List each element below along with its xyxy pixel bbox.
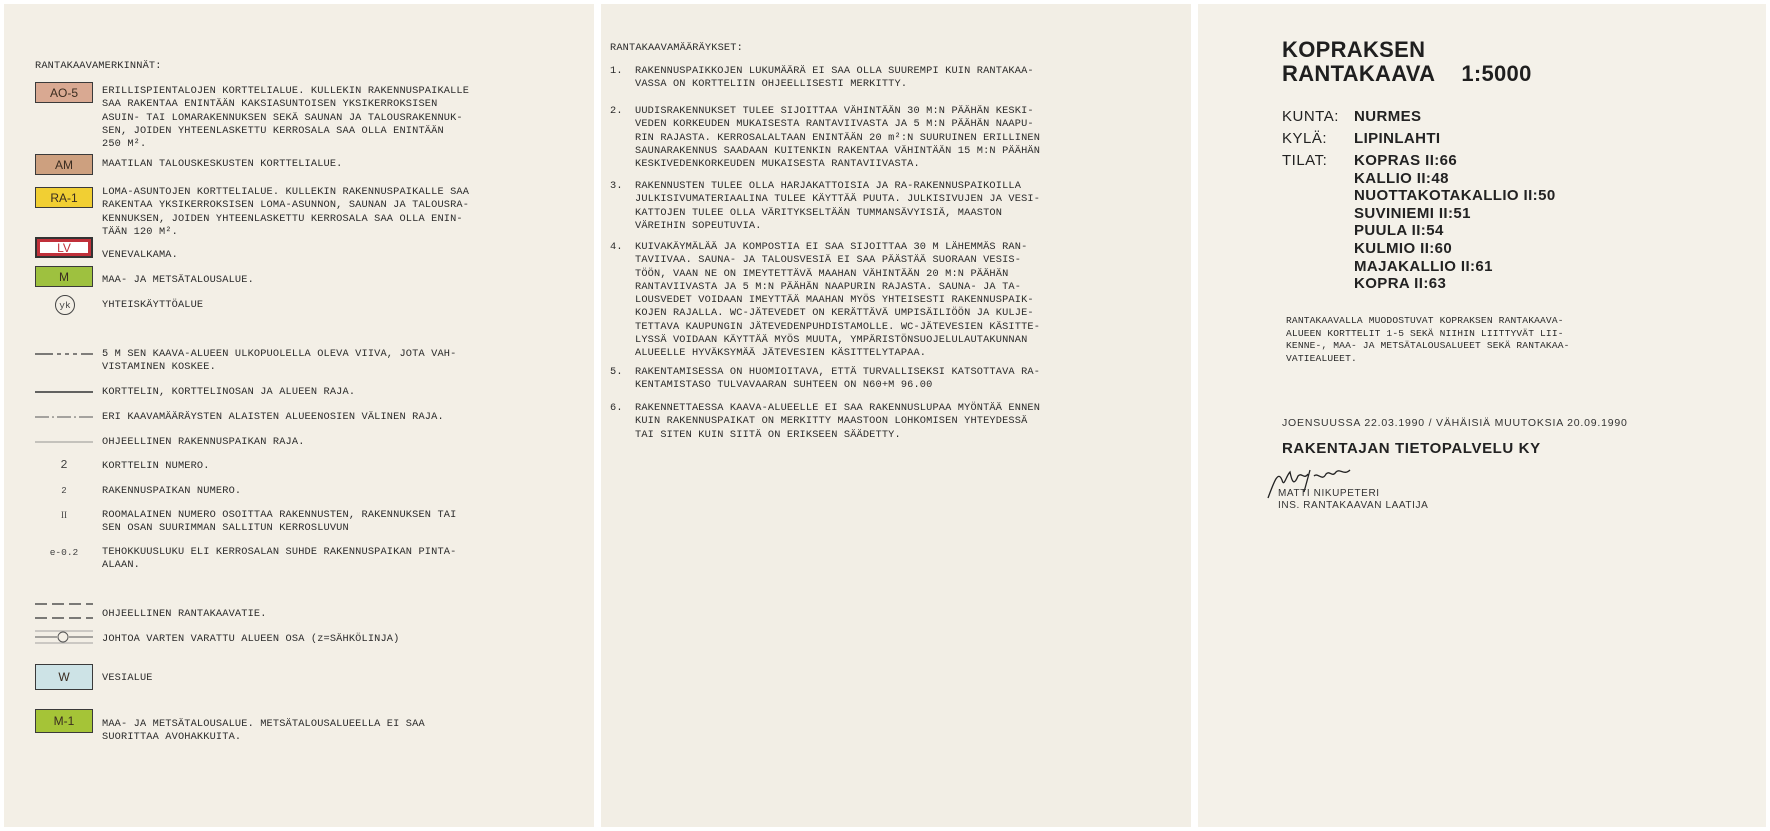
power-line-icon <box>35 628 95 646</box>
legend-sheet <box>4 4 594 827</box>
tila-item: KOPRA II:63 <box>1354 275 1447 293</box>
tilat-list <box>1354 152 1556 293</box>
legend-text-ao5: ERILLISPIENTALOJEN KORTTELIALUE. KULLEKIN RAKENNUSPAIKALLE SAA RAKENTAA ENINTÄÄN KAKSIASUNTOISEN YKSIKERROKSISEN ASUIN- TAI LOMARAKENNUKSEN SEKÄ SAUNAN JA TALOUSRAKENNUK- SEN, JOIDEN YHTEENLASKETTU KERROSALA SAA OLLA ENINTÄÄN 250 M². <box>102 85 470 151</box>
legend-text-plot-line: OHJEELLINEN RAKENNUSPAIKAN RAJA. <box>102 436 305 448</box>
rule-text: UUDISRAKENNUKSET TULEE SIJOITTAA VÄHINTÄÄN 30 M:N PÄÄHÄN KESKI- VEDEN KORKEUDEN MUKAISESTA RANTAVIIVASTA JA 5 M:N PÄÄHÄN NAAPU- RIN RAJASTA. KERROSALALTAAN ENINTÄÄN 20 m²:N SUURUINEN ERILLINEN SAUNARAKENNUS SAADAAN KUITENKIN RAKENTAA VÄHINTÄÄN 15 M:N PÄÄHÄN KESKIVEDENKORKEUDEN MUKAISESTA RANTAVIIVASTA. <box>635 105 1041 171</box>
regulations-sheet <box>601 4 1191 827</box>
rule-number: 4. <box>610 241 623 253</box>
signer-name: MATTI NIKUPETERI INS. RANTAKAAVAN LAATIJA <box>1278 488 1429 511</box>
rule-number: 6. <box>610 402 623 414</box>
rule-number: 1. <box>610 65 623 77</box>
legend-text-lv: VENEVALKAMA. <box>102 249 178 261</box>
kunta-label: KUNTA: <box>1282 108 1339 125</box>
legend-symbol-efficiency: e-0.2 <box>49 546 79 558</box>
legend-swatch-am: AM <box>35 154 93 175</box>
legend-symbol-plot-number: 2 <box>61 486 67 496</box>
legend-text-ra1: LOMA-ASUNTOJEN KORTTELIALUE. KULLEKIN RAKENNUSPAIKALLE SAA RAKENTAA YKSIKERROKSISEN LOMA-ASUNNON, SAUNAN JA TALOUSRA- KENNUKSEN, JOIDEN YHTEENLASKETTU KERROSALA SAA OLLA ENIN- TÄÄN 120 M². <box>102 186 470 238</box>
legend-swatch-ra1: RA-1 <box>35 187 93 208</box>
rule-text: RAKENTAMISESSA ON HUOMIOITAVA, ETTÄ TURVALLISEKSI KATSOTTAVA RA- KENTAMISTASO TULVAVAARAN SUHTEEN ON N60+M 96.00 <box>635 366 1041 392</box>
plan-scale: 1:5000 <box>1461 61 1532 86</box>
legend-swatch-ao5: AO-5 <box>35 82 93 103</box>
legend-text-road: OHJEELLINEN RANTAKAAVATIE. <box>102 608 267 620</box>
rule-text: RAKENNUSPAIKKOJEN LUKUMÄÄRÄ EI SAA OLLA SUUREMPI KUIN RANTAKAA- VASSA ON KORTTELIIN OHJEELLISESTI MERKITTY. <box>635 65 1034 91</box>
legend-symbol-block-number: 2 <box>60 458 68 472</box>
kunta-value: NURMES <box>1354 108 1422 125</box>
tilat-row <box>1282 152 1327 170</box>
legend-text-yk: YHTEISKÄYTTÖALUE <box>102 299 204 311</box>
solid-line-icon <box>35 389 95 395</box>
rule-number: 5. <box>610 366 623 378</box>
tila-item: NUOTTAKOTAKALLIO II:50 <box>1354 187 1556 205</box>
tilat-label: TILAT: <box>1282 152 1328 169</box>
legend-text-power-line: JOHTOA VARTEN VARATTU ALUEEN OSA (z=SÄHKÖLINJA) <box>102 633 400 645</box>
rule-number: 2. <box>610 105 623 117</box>
tila-item: KOPRAS II:66 <box>1354 152 1458 169</box>
kyla-value: LIPINLAHTI <box>1354 130 1441 147</box>
legend-text-block-number: KORTTELIN NUMERO. <box>102 460 210 472</box>
title-sheet <box>1198 4 1766 827</box>
dateline: JOENSUUSSA 22.03.1990 / VÄHÄISIÄ MUUTOKSIA 20.09.1990 <box>1282 417 1628 429</box>
tila-item: KALLIO II:48 <box>1354 169 1449 187</box>
rule-text: RAKENNETTAESSA KAAVA-ALUEELLE EI SAA RAKENNUSLUPAA MYÖNTÄÄ ENNEN KUIN RAKENNUSPAIKAT ON MERKITTY MAASTOON LOHKOMISEN YHTEYDESSÄ TAI SITEN KUIN SIITÄ ON ERIKSEEN SÄÄDETTY. <box>635 402 1041 441</box>
tila-item: PUULA II:54 <box>1354 222 1444 240</box>
legend-swatch-lv: LV <box>35 237 93 258</box>
tila-item: SUVINIEMI II:51 <box>1354 204 1471 222</box>
dashed-road-icon <box>35 600 95 622</box>
legend-text-plot-number: RAKENNUSPAIKAN NUMERO. <box>102 485 242 497</box>
legend-text-roman: ROOMALAINEN NUMERO OSOITTAA RAKENNUSTEN, RAKENNUKSEN TAI SEN OSAN SUURIMMAN SALLITUN KERROSLUVUN <box>102 509 457 535</box>
legend-text-block-line: KORTTELIN, KORTTELINOSAN JA ALUEEN RAJA. <box>102 386 356 398</box>
title-rantakaava: RANTAKAAVA <box>1282 61 1436 86</box>
company-name: RAKENTAJAN TIETOPALVELU KY <box>1282 440 1541 457</box>
legend-text-efficiency: TEHOKKUUSLUKU ELI KERROSALAN SUHDE RAKENNUSPAIKAN PINTA- ALAAN. <box>102 546 457 572</box>
thin-line-icon <box>35 439 95 445</box>
rule-text: KUIVAKÄYMÄLÄÄ JA KOMPOSTIA EI SAA SIJOITTAA 30 M LÄHEMMÄS RAN- TAVIIVAA. SAUNA- JA TALOUSVESIÄ EI SAA PÄÄSTÄÄ SUORAAN VESIS- TÖÖN, VAAN NE ON IMEYTETTÄVÄ MAAHAN VÄHINTÄÄN 20 M:N PÄÄHÄN RANTAVIIVASTA JA 5 M:N PÄÄHÄN NAAPURIN RAJASTA. SAUNA- JA TA- LOUSVEDET VOIDAAN IMEYTTÄÄ MAAHAN MYÖS YHTEISESTI RAKENNUSPAIK- KOJEN RAJALLA. WC-JÄTEVEDET ON KERÄTTÄVÄ UMPISÄILIÖÖN JA KULJE- TETTAVA KAUPUNGIN JÄTEVEDENPUHDISTAMOLLE. WC-JÄTEVESIEN KÄSITTE- LYSSÄ VOIDAAN KÄYTTÄÄ MYÖS MUUTA, YMPÄRISTÖNSUOJELULAUTAKUNNAN ALUEELLE HYVÄKSYMÄÄ JÄTEVESIEN KÄSITTELYTAPAA. <box>635 241 1041 360</box>
rule-text: RAKENNUSTEN TULEE OLLA HARJAKATTOISIA JA RA-RAKENNUSPAIKOILLA JULKISIVUMATERIAALINA TULEE KÄYTTÄÄ PUUTA. JULKISIVUJEN JA VESI- KATTOJEN TULEE OLLA VÄRITYKSELTÄÄN TUMMANSÄVYISIÄ, MAASTON VÄREIHIN SOPEUTUVIA. <box>635 180 1041 232</box>
dash-dot-thin-line-icon <box>35 414 95 420</box>
legend-swatch-w: W <box>35 664 93 690</box>
circle-yk-icon: yk <box>55 295 75 315</box>
legend-text-zone-line: ERI KAAVAMÄÄRÄYSTEN ALAISTEN ALUEENOSIEN VÄLINEN RAJA. <box>102 411 444 423</box>
title-line-2 <box>1282 62 1532 86</box>
tila-item: KULMIO II:60 <box>1354 239 1453 257</box>
legend-text-m1: MAA- JA METSÄTALOUSALUE. METSÄTALOUSALUEELLA EI SAA SUORITTAA AVOHAKKUITA. <box>102 718 425 744</box>
legend-text-w: VESIALUE <box>102 672 153 684</box>
tila-item: MAJAKALLIO II:61 <box>1354 257 1493 275</box>
plan-notes: RANTAKAAVALLA MUODOSTUVAT KOPRAKSEN RANTAKAAVA- ALUEEN KORTTELIT 1-5 SEKÄ NIIHIN LIITTYVÄT LII- KENNE-, MAA- JA METSÄTALOUSALUEET SEKÄ RANTAKAA- VATIEALUEET. <box>1286 315 1570 364</box>
regulations-title: RANTAKAAVAMÄÄRÄYKSET: <box>610 42 743 54</box>
legend-text-m: MAA- JA METSÄTALOUSALUE. <box>102 274 254 286</box>
legend-text-am: MAATILAN TALOUSKESKUSTEN KORTTELIALUE. <box>102 158 343 170</box>
kunta-row <box>1282 108 1422 126</box>
dash-dot-line-icon <box>35 351 95 357</box>
rule-number: 3. <box>610 180 623 192</box>
legend-text-outer-line: 5 M SEN KAAVA-ALUEEN ULKOPUOLELLA OLEVA VIIVA, JOTA VAH- VISTAMINEN KOSKEE. <box>102 348 457 374</box>
kyla-row <box>1282 130 1441 148</box>
legend-symbol-roman: II <box>61 510 67 520</box>
legend-swatch-m: M <box>35 266 93 287</box>
kyla-label: KYLÄ: <box>1282 130 1328 147</box>
title-line-1: KOPRAKSEN <box>1282 37 1426 62</box>
plan-title <box>1282 38 1532 86</box>
legend-swatch-m1: M-1 <box>35 709 93 733</box>
legend-title: RANTAKAAVAMERKINNÄT: <box>35 60 162 72</box>
